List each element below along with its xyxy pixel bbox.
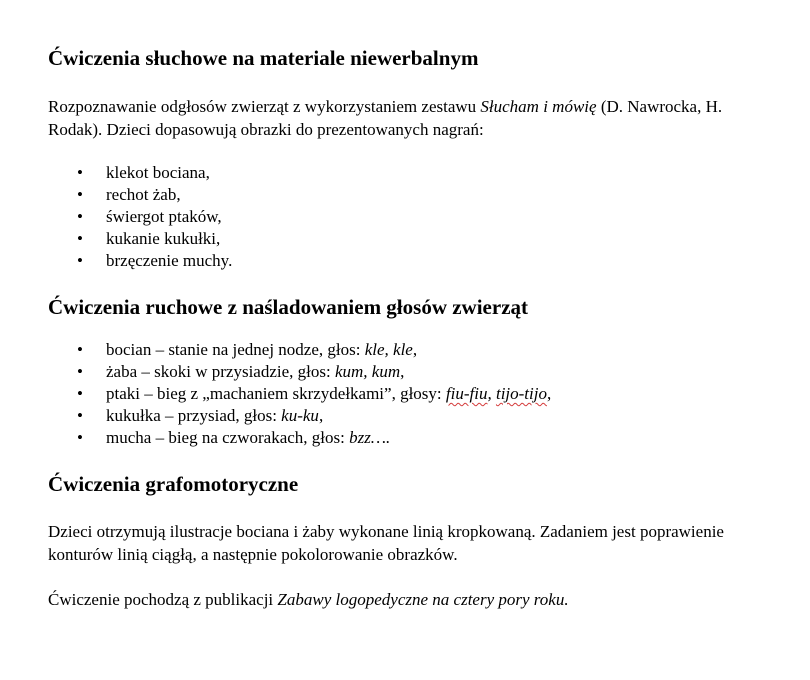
list-item: • brzęczenie muchy. [48, 250, 768, 272]
list-item: • świergot ptaków, [48, 206, 768, 228]
list-item: • kukanie kukułki, [48, 228, 768, 250]
list-item: • kukułka – przysiad, głos: ku-ku, [48, 405, 768, 427]
intro-book-title: Słucham i mówię [480, 97, 597, 116]
list-item: • mucha – bieg na czworakach, głos: bzz…. [48, 427, 768, 449]
movement-list [48, 339, 768, 449]
heading-graphomotor-exercises: Ćwiczenia grafomotoryczne [48, 472, 299, 496]
heading-listening-exercises: Ćwiczenia słuchowe na materiale niewerbalnym [48, 46, 479, 70]
animal-sound: kum, kum [334, 362, 401, 381]
source-book-title: Zabawy logopedyczne na cztery pory roku. [277, 590, 569, 609]
list-item: • klekot bociana, [48, 162, 768, 184]
source-text: Ćwiczenie pochodzą z publikacji [48, 590, 278, 609]
animal-sound: bzz…. [349, 428, 391, 447]
animal-sound-misspelled: tijo-tijo [495, 384, 547, 403]
animal-sound-misspelled: fiu-fiu [445, 384, 488, 403]
intro-text-after: (D. Nawrocka, H. Rodak). Dzieci dopasowują obrazki do prezentowanych nagrań: [48, 97, 723, 139]
list-item: • rechot żab, [48, 184, 768, 206]
source-paragraph [48, 588, 768, 611]
animal-sound: ku-ku [281, 406, 319, 425]
graphomotor-paragraph: Dzieci otrzymują ilustracje bociana i żaby wykonane linią kropkowaną. Zadaniem jest poprawienie konturów linią ciągłą, a następnie pokolorowanie obrazków. [48, 522, 724, 564]
list-item: • bocian – stanie na jednej nodze, głos: kle, kle, [48, 339, 768, 361]
document-content [48, 44, 768, 611]
intro-text-before: Rozpoznawanie odgłosów zwierząt z wykorzystaniem zestawu [48, 97, 481, 116]
sound-list [48, 162, 768, 272]
list-item: • żaba – skoki w przysiadzie, głos: kum, kum, [48, 361, 768, 383]
intro-paragraph [48, 95, 768, 141]
heading-movement-exercises: Ćwiczenia ruchowe z naśladowaniem głosów zwierząt [48, 295, 529, 319]
list-item: • ptaki – bieg z „machaniem skrzydełkami”, głosy: fiu-fiu, tijo-tijo, [48, 383, 768, 405]
animal-sound: kle, kle [364, 340, 413, 359]
